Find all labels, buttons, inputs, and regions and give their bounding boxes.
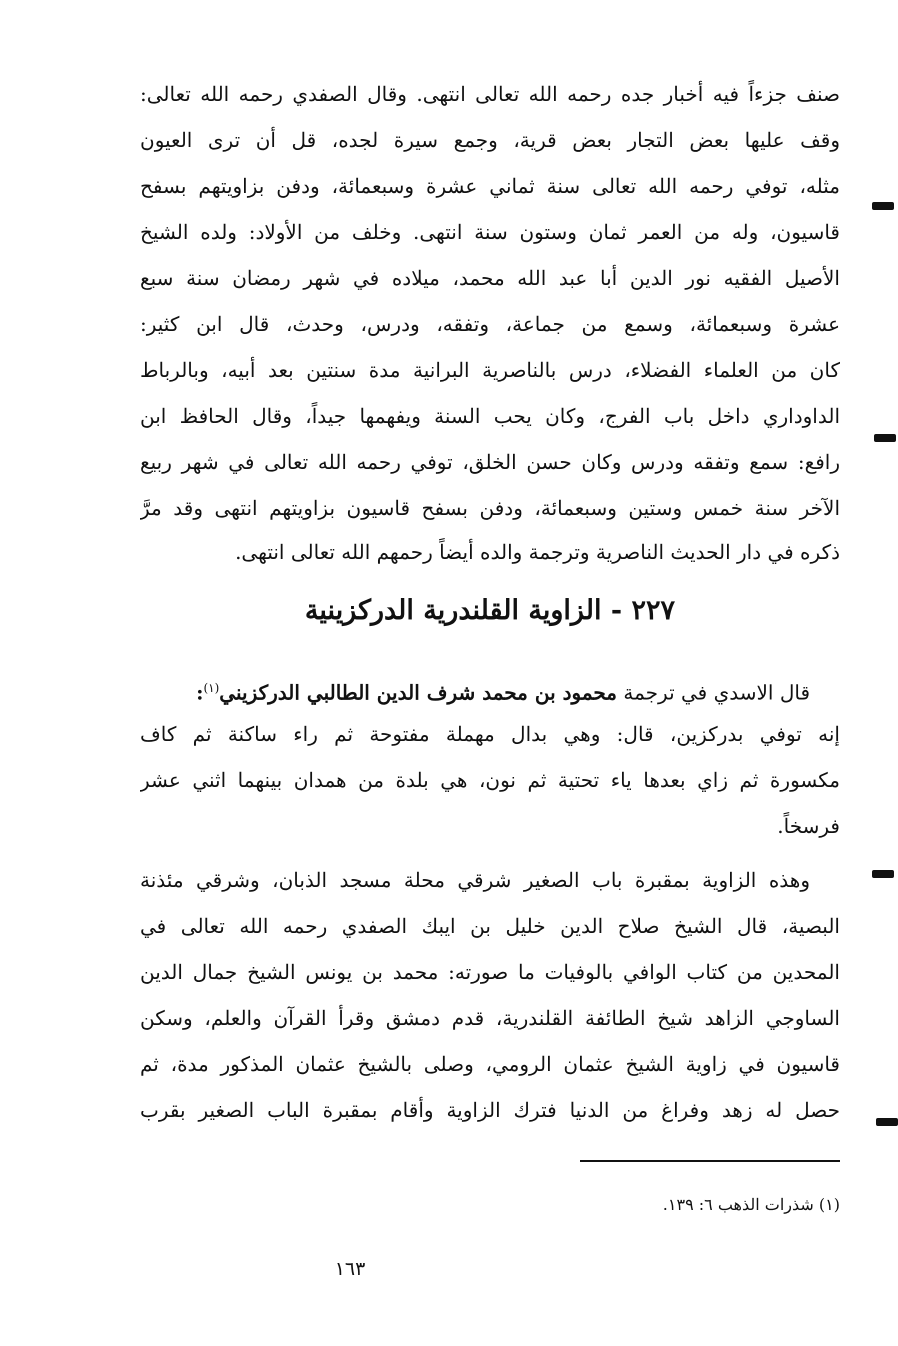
margin-mark	[872, 870, 894, 878]
text-line: البصية، قال الشيخ صلاح الدين خليل بن ايبك الصفدي رحمه الله تعالى في	[140, 914, 840, 938]
text-line: فرسخاً.	[777, 814, 840, 838]
text-line: مكسورة ثم زاي بعدها ياء تحتية ثم نون، هي بلدة من همدان بينهما اثني عشر	[140, 768, 840, 792]
text-line: صنف جزءاً فيه أخبار جده رحمه الله تعالى انتهى. وقال الصفدي رحمه الله تعالى:	[140, 82, 840, 106]
text-line: رافع: سمع وتفقه ودرس وكان حسن الخلق، توفي رحمه الله تعالى في شهر ربيع	[140, 450, 840, 474]
text-line: وهذه الزاوية بمقبرة باب الصغير شرقي محلة مسجد الذبان، وشرقي مئذنة	[140, 868, 810, 892]
text-line: كان من العلماء الفضلاء، درس بالناصرية البرانية مدة سنتين بعد أبيه، وبالرباط	[140, 358, 840, 382]
text-line: الآخر سنة خمس وستين وسبعمائة، ودفن بسفح قاسيون بزاويتهم انتهى وقد مرَّ	[140, 496, 840, 520]
document-page	[140, 0, 840, 1346]
footnote: (١) شذرات الذهب ٦: ١٣٩.	[662, 1195, 840, 1214]
text-line: مثله، توفي رحمه الله تعالى سنة ثماني عشرة وسبعمائة، ودفن بزاويتهم بسفح	[140, 174, 840, 198]
text-line: الداوداري داخل باب الفرج، وكان يحب السنة ويفهمها جيداً، وقال الحافظ ابن	[140, 404, 840, 428]
text-line: إنه توفي بدركزين، قال: وهي بدال مهملة مفتوحة ثم راء ساكنة ثم كاف	[140, 722, 840, 746]
text-line: المحدين من كتاب الوافي بالوفيات ما صورته: محمد بن يونس الشيخ جمال الدين	[140, 960, 840, 984]
section-heading: ٢٢٧ - الزاوية القلندرية الدركزينية	[304, 595, 676, 626]
text-line: ذكره في دار الحديث الناصرية وترجمة والده أيضاً رحمهم الله تعالى انتهى.	[235, 540, 840, 564]
footnote-ref: (١)	[203, 681, 220, 695]
text-line: وقف عليها بعض التجار بعض قرية، وجمع سيرة لجده، قل أن ترى العيون	[140, 128, 840, 152]
page-number: ١٦٣	[334, 1258, 366, 1280]
margin-mark	[874, 434, 896, 442]
margin-mark	[872, 202, 894, 210]
bio-prefix: قال الاسدي في ترجمة	[617, 680, 810, 705]
bio-name: محمود بن محمد شرف الدين الطالبي الدركزيني	[219, 680, 618, 705]
bio-suffix: :	[196, 680, 204, 705]
text-line: قاسيون في زاوية الشيخ عثمان الرومي، وصلى بالشيخ عثمان المذكور مدة، ثم	[140, 1052, 840, 1076]
text-line: حصل له زهد وفراغ من الدنيا فترك الزاوية وأقام بمقبرة الباب الصغير بقرب	[140, 1098, 840, 1122]
text-line: عشرة وسبعمائة، وسمع من جماعة، وتفقه، ودرس، وحدث، قال ابن كثير:	[140, 312, 840, 336]
text-line: قاسيون، وله من العمر ثمان وستون سنة انتهى. وخلف من الأولاد: ولده الشيخ	[140, 220, 840, 244]
footnote-separator	[580, 1160, 840, 1162]
text-line: الأصيل الفقيه نور الدين أبا عبد الله محمد، ميلاده في شهر رمضان سنة سبع	[140, 266, 840, 290]
text-line: الساوجي الزاهد شيخ الطائفة القلندرية، قدم دمشق وقرأ القرآن والعلم، وسكن	[140, 1006, 840, 1030]
margin-mark	[876, 1118, 898, 1126]
bio-intro-line	[140, 666, 840, 710]
